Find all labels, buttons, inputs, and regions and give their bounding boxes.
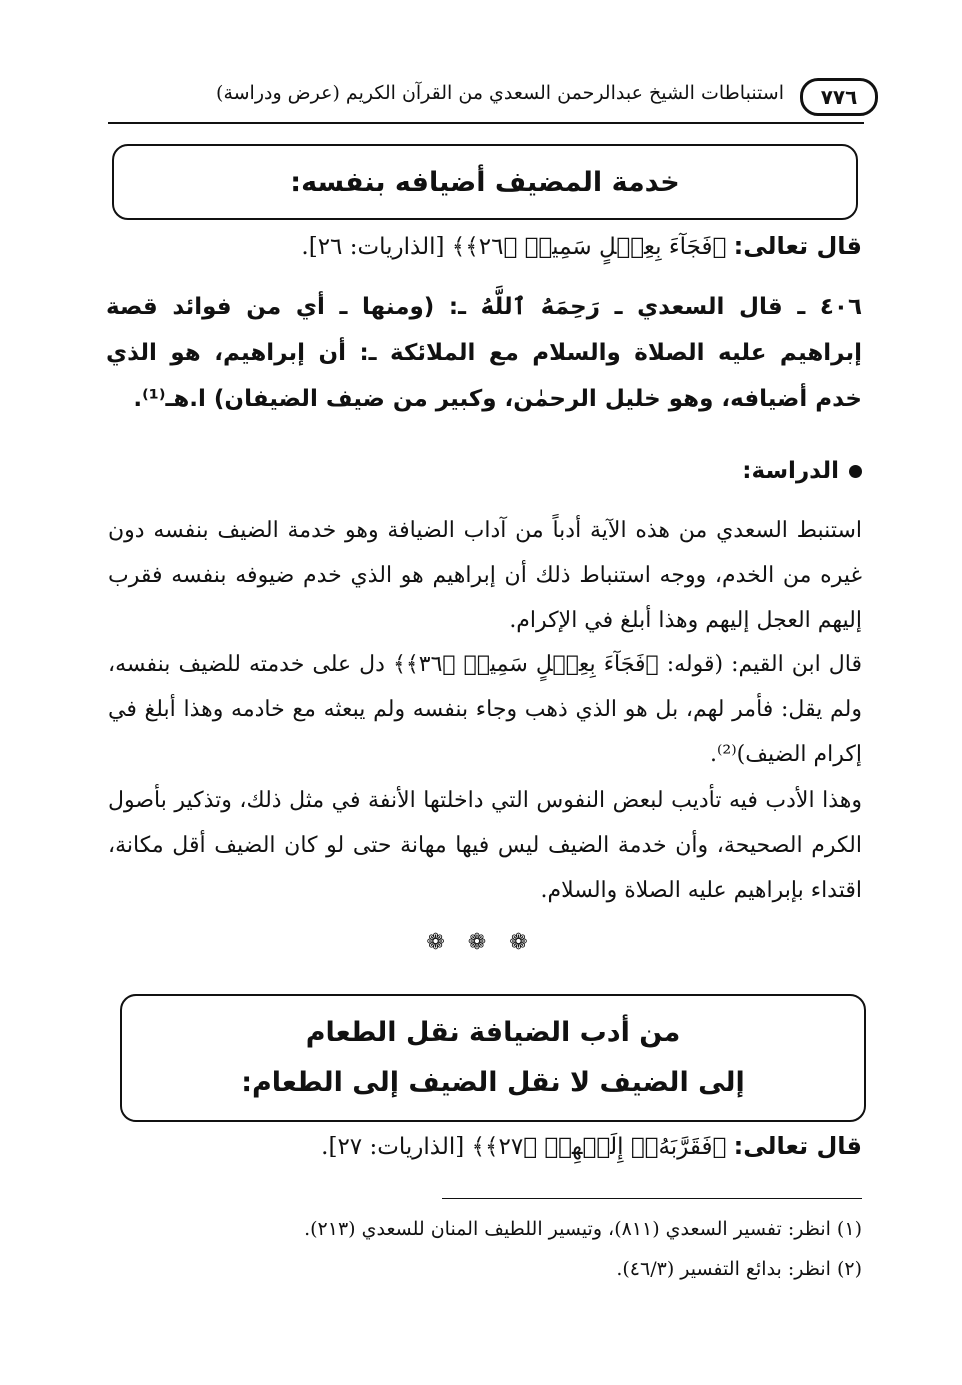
page-number-badge: ٧٧٦ <box>800 78 878 116</box>
section-heading: خدمة المضيف أضيافه بنفسه: <box>290 166 680 198</box>
study-label-row <box>110 458 862 484</box>
verse-lead: قال تعالى: <box>733 232 862 260</box>
running-header <box>108 72 864 124</box>
footnote-rule <box>442 1198 862 1199</box>
verse-line <box>110 1132 862 1160</box>
study-label: الدراسة: <box>742 458 839 484</box>
study-paragraph: استنبط السعدي من هذه الآية أدباً من آداب الضيافة وهو خدمة الضيف بنفسه دون غيره من الخدم، ووجه استنباط ذلك أن إبراهيم هو الذي خدم ضيوفه بنفسه فقرب إليهم العجل إليهم وهذا أبلغ في الإكرام. <box>108 518 862 633</box>
verse-lead: قال تعالى: <box>733 1132 862 1160</box>
verse-text: ﴿فَجَآءَ بِعِجۡلٍ سَمِينٖ ﴿٢٦﴾﴾ [الذاريات: ٢٦]. <box>301 234 727 260</box>
ornament-divider: ❁ ❁ ❁ <box>426 930 536 955</box>
footnote: (٢) انظر: بدائع التفسير (٤٦/٣). <box>616 1258 862 1280</box>
verse-line <box>110 232 862 260</box>
quote-paragraph: ٤٠٦ ـ قال السعدي ـ رَحِمَهُ ٱللَّهُ ـ: (ومنها ـ أي من فوائد قصة إبراهيم عليه الصلاة والسلام مع الملائكة ـ: أن إبراهيم، هو الذي خدم أضيافه، وهو خليل الرحمٰن، وكبير من ضيف الضيفان) ا.هـ⁽¹⁾. <box>106 294 862 412</box>
verse-text: ﴿فَقَرَّبَهُۥٓ إِلَيۡهِمۡ ﴿٢٧﴾﴾ [الذاريات: ٢٧]. <box>321 1134 727 1160</box>
section-heading-box <box>120 994 866 1122</box>
running-title: استنباطات الشيخ عبدالرحمن السعدي من القرآن الكريم (عرض ودراسة) <box>216 82 784 104</box>
footnote: (١) انظر: تفسير السعدي (٨١١)، وتيسير اللطيف المنان للسعدي (٢١٣). <box>304 1218 862 1240</box>
section-heading-line: من أدب الضيافة نقل الطعام <box>305 1017 681 1048</box>
bullet-icon <box>849 465 862 478</box>
study-paragraph: وهذا الأدب فيه تأديب لبعض النفوس التي داخلتها الأنفة في مثل ذلك، وتذكير بأصول الكرم الصحيحة، وأن خدمة الضيف ليس فيها مهانة حتى لو كان الضيف أقل مكانة، اقتداء بإبراهيم عليه الصلاة والسلام. <box>108 788 862 903</box>
header-rule <box>108 122 864 124</box>
section-heading-line: إلى الضيف لا نقل الضيف إلى الطعام: <box>241 1067 745 1098</box>
study-paragraph: قال ابن القيم: (قوله: ﴿فَجَآءَ بِعِجۡلٍ سَمِينٖ ﴿٣٦﴾﴾ دل على خدمته للضيف بنفسه، ولم يقل: فأمر لهم، بل هو الذي ذهب وجاء بنفسه ولم يبعثه مع خادمه وهذا أبلغ في إكرام الضيف)⁽²⁾. <box>108 652 862 767</box>
section-heading-box <box>112 144 858 220</box>
